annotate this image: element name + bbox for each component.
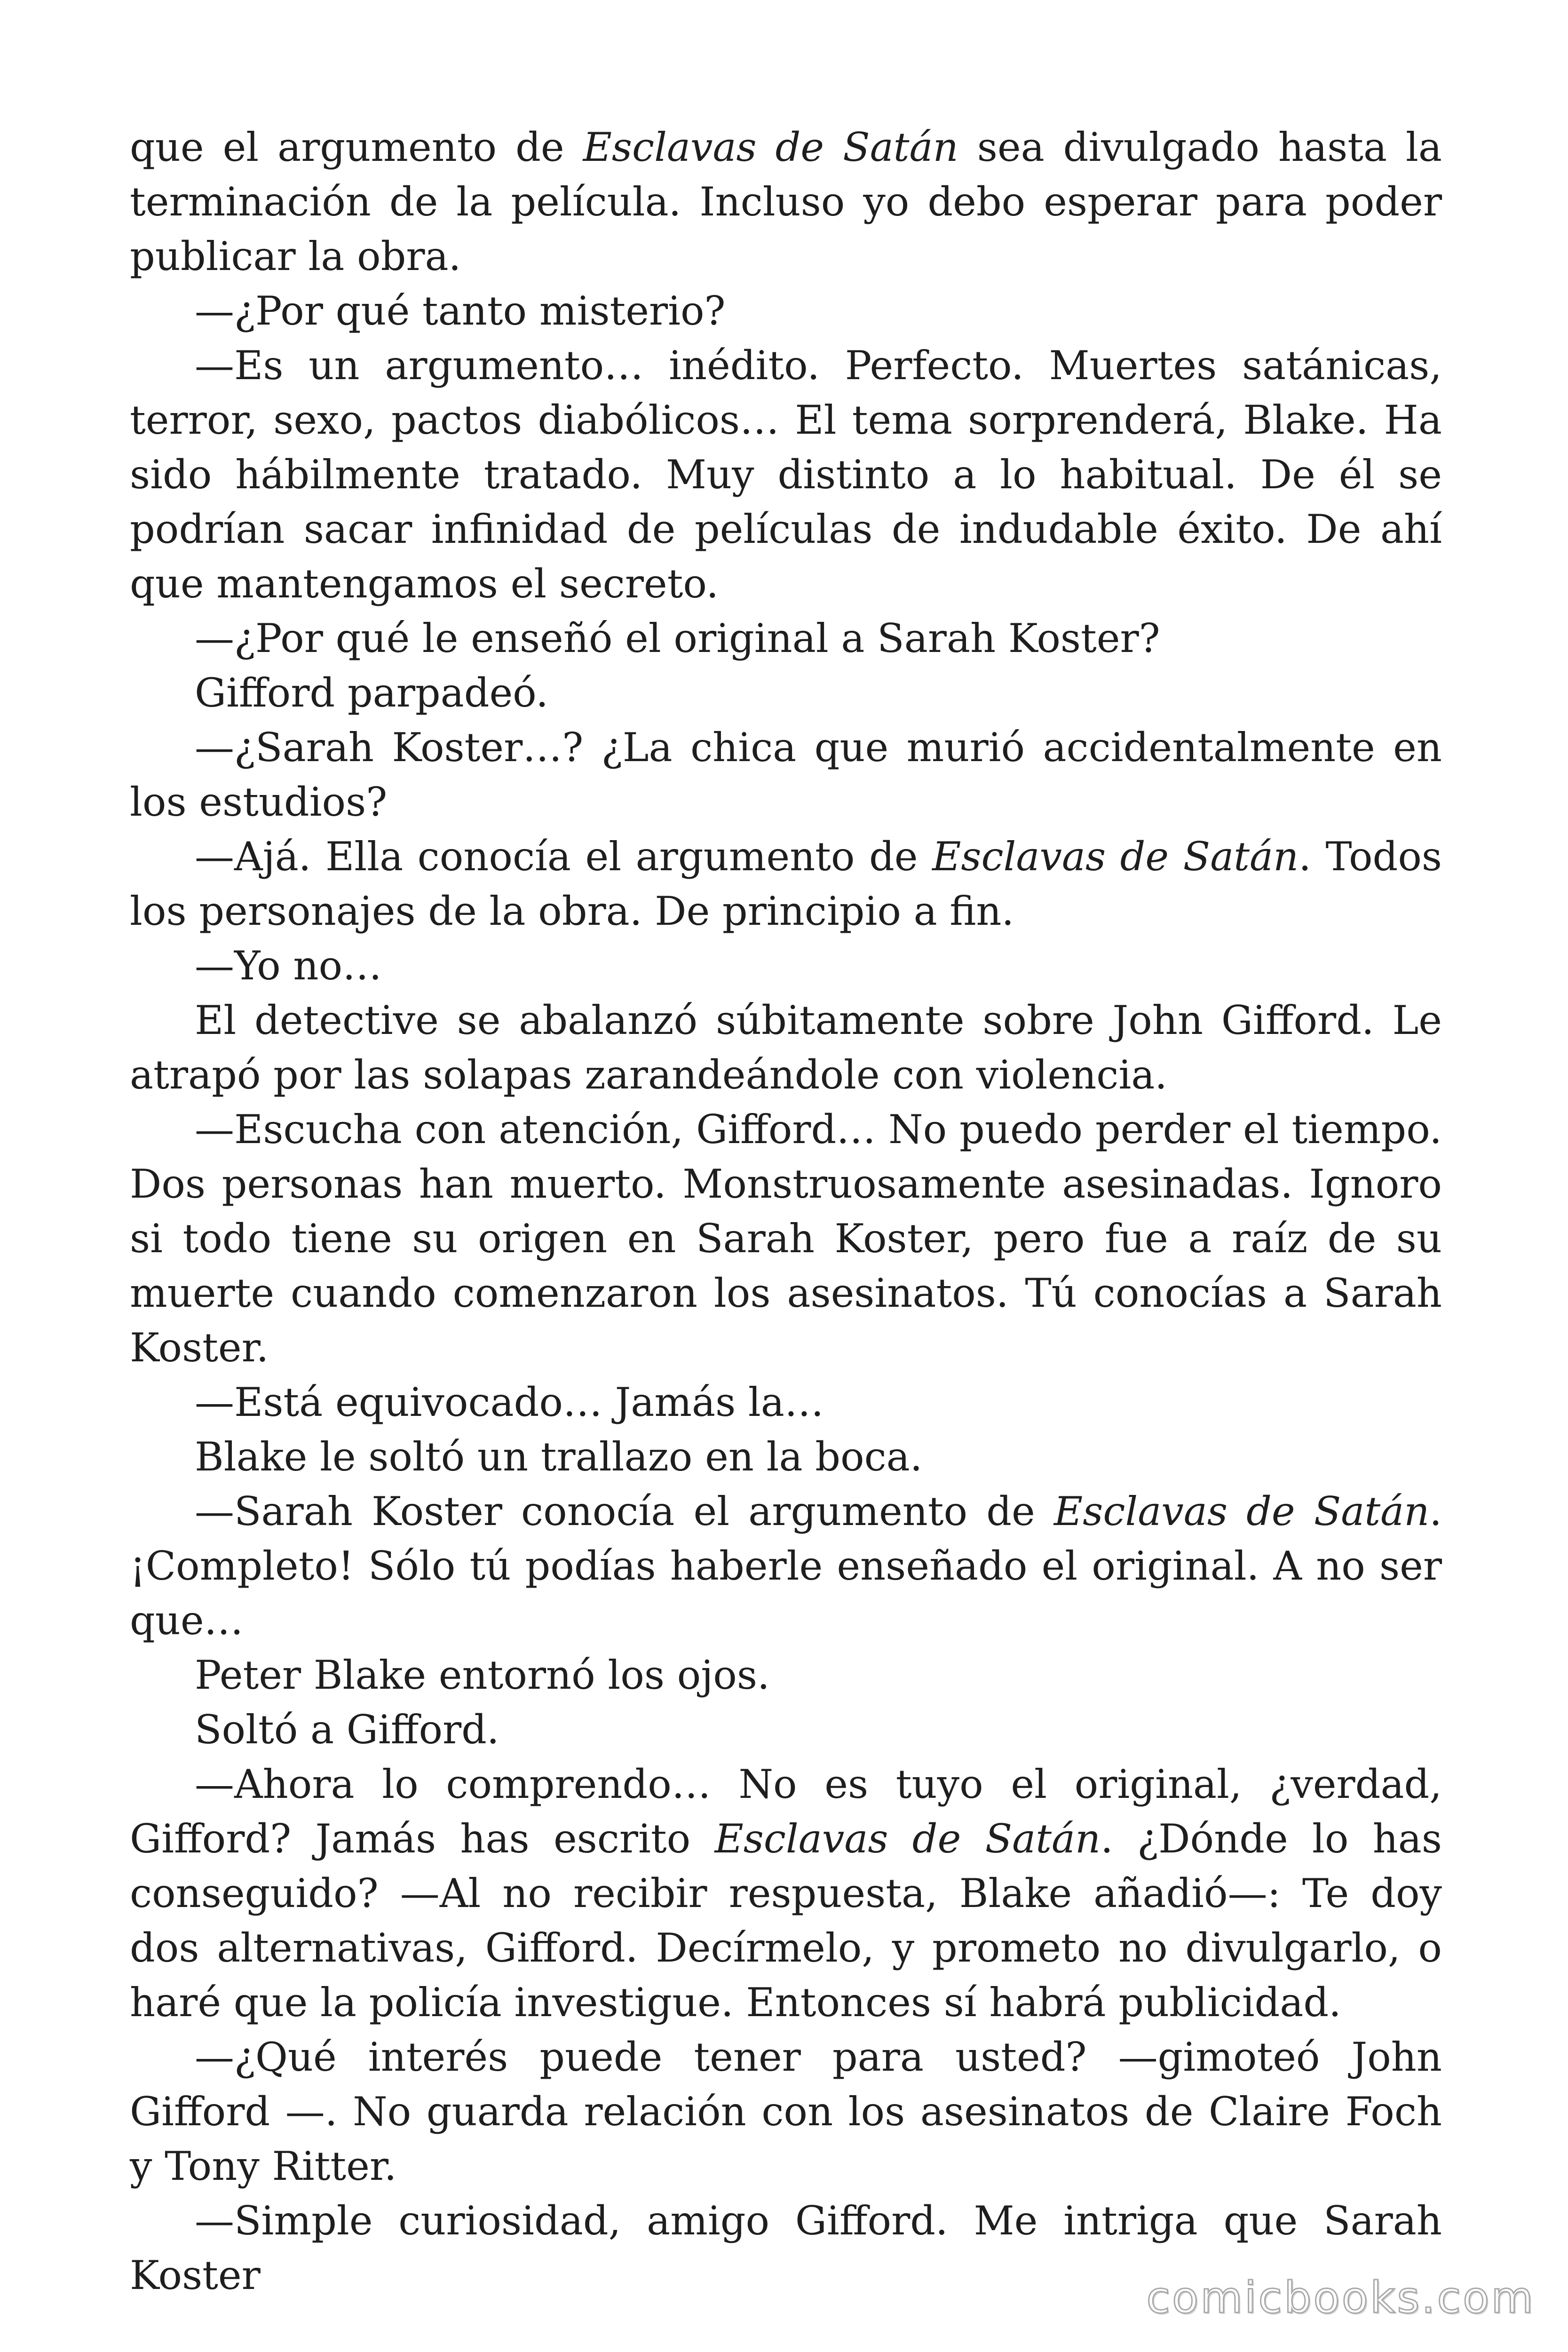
text-run: —Escucha con atención, Gifford… No puedo perder el tiempo. Dos personas han muerto. Monstruosamente asesinadas. Ignoro si todo tiene su origen en Sarah Koster, pero fue a raíz de su muerte cuando comenzaron los asesinatos. Tú conocías a Sarah Koster.: [130, 1106, 1442, 1371]
paragraph: [130, 666, 1442, 720]
book-title: Esclavas de Satán: [932, 834, 1299, 880]
book-title: Esclavas de Satán: [583, 124, 958, 170]
text-run: Gifford parpadeó.: [195, 670, 548, 716]
paragraph: [130, 1430, 1442, 1484]
text-run: —¿Qué interés puede tener para usted? —gimoteó John Gifford —. No guarda relación con los asesinatos de Claire Foch y Tony Ritter.: [130, 2034, 1442, 2189]
paragraph: [130, 720, 1442, 829]
text-run: Peter Blake entornó los ojos.: [195, 1652, 770, 1698]
paragraph: [130, 284, 1442, 338]
book-title: Esclavas de Satán: [714, 1816, 1101, 1862]
paragraph: [130, 829, 1442, 938]
watermark: comicbooks.com: [1146, 2273, 1535, 2323]
text-run: que el argumento de: [130, 124, 583, 170]
paragraph: [130, 1375, 1442, 1430]
paragraph: [130, 120, 1442, 284]
paragraph: [130, 1648, 1442, 1702]
text-run: —Yo no…: [195, 943, 382, 989]
text-run: —¿Por qué tanto misterio?: [195, 288, 726, 334]
paragraph: [130, 1102, 1442, 1375]
paragraph: [130, 1702, 1442, 1757]
page-body: [130, 120, 1442, 2303]
text-run: . ¿Dónde lo has conseguido? —Al no recibir respuesta, Blake añadió—: Te doy dos alternativas, Gifford. Decírmelo, y prometo no divulgarlo, o haré que la policía investigue. Entonces sí habrá publicidad.: [130, 1816, 1442, 2026]
text-run: Soltó a Gifford.: [195, 1707, 499, 1753]
text-run: . Todos los personajes de la obra. De principio a fin.: [130, 834, 1442, 934]
paragraph: [130, 338, 1442, 611]
text-run: —Está equivocado… Jamás la…: [195, 1379, 824, 1425]
paragraph: [130, 611, 1442, 666]
text-run: —¿Por qué le enseñó el original a Sarah Koster?: [195, 615, 1160, 661]
book-title: Esclavas de Satán: [1053, 1488, 1430, 1534]
text-run: Blake le soltó un trallazo en la boca.: [195, 1434, 923, 1480]
text-run: —Es un argumento… inédito. Perfecto. Muertes satánicas, terror, sexo, pactos diabólicos… El tema sorprenderá, Blake. Ha sido hábilmente tratado. Muy distinto a lo habitual. De él se podrían sacar infinidad de películas de indudable éxito. De ahí que mantengamos el secreto.: [130, 342, 1442, 607]
text-run: —Sarah Koster conocía el argumento de: [195, 1488, 1054, 1534]
paragraph: [130, 1757, 1442, 2030]
text-run: —Ahora lo comprendo… No es tuyo el original, ¿verdad, Gifford? Jamás has escrito: [130, 1761, 1442, 1862]
text-run: —Simple curiosidad, amigo Gifford. Me intriga que Sarah Koster: [130, 2198, 1442, 2298]
text-run: —Ajá. Ella conocía el argumento de: [195, 834, 933, 880]
paragraph: [130, 938, 1442, 993]
text-run: . ¡Completo! Sólo tú podías haberle enseñado el original. A no ser que…: [130, 1488, 1442, 1644]
paragraph: [130, 993, 1442, 1102]
paragraph: [130, 1484, 1442, 1648]
paragraph: [130, 2030, 1442, 2193]
text-run: El detective se abalanzó súbitamente sobre John Gifford. Le atrapó por las solapas zarandeándole con violencia.: [130, 997, 1442, 1098]
text-run: sea divulgado hasta la terminación de la película. Incluso yo debo esperar para poder publicar la obra.: [130, 124, 1442, 279]
text-run: —¿Sarah Koster…? ¿La chica que murió accidentalmente en los estudios?: [130, 724, 1442, 825]
